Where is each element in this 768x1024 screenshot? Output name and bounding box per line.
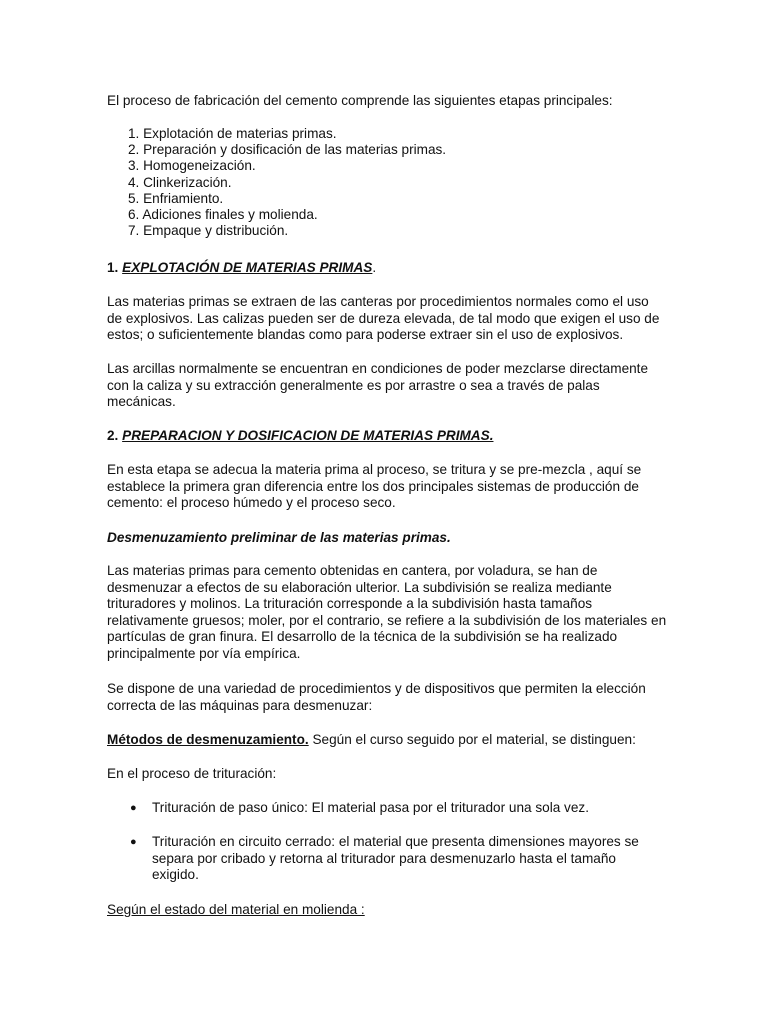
list-item xyxy=(128,834,658,884)
list-item: 6. Adiciones finales y molienda. xyxy=(128,206,318,222)
section2-heading xyxy=(107,428,667,445)
section1-title: EXPLOTACIÓN DE MATERIAS PRIMAS xyxy=(122,260,373,275)
list-item: 2. Preparación y dosificación de las materias primas. xyxy=(128,142,447,158)
section2-paragraph: En esta etapa se adecua la materia prima al proceso, se tritura y se pre-mezcla , aquí se establece la primera gran diferencia entre los dos principales sistemas de producción de cemento: el proceso húmedo y el proceso seco. xyxy=(107,462,642,510)
list-item xyxy=(128,800,658,817)
section2-title: PREPARACION Y DOSIFICACION DE MATERIAS PRIMAS. xyxy=(122,428,494,443)
desmenuzamiento-subheading: Desmenuzamiento preliminar de las materias primas. xyxy=(107,530,451,545)
metodos-text: Según el curso seguido por el material, se distinguen: xyxy=(308,732,636,747)
list-item: 4. Clinkerización. xyxy=(128,174,232,190)
trituracion-bullet-list xyxy=(128,800,658,817)
list-item: 7. Empaque y distribución. xyxy=(128,223,289,239)
trituracion-intro: En el proceso de trituración: xyxy=(107,766,277,781)
list-item: 5. Enfriamiento. xyxy=(128,190,224,206)
section1-number: 1. xyxy=(107,260,123,275)
desmenuzamiento-paragraph-1: Las materias primas para cemento obtenidas en cantera, por voladura, se han de desmenuzar a efectos de su elaboración ulterior. La subdivisión se realiza mediante trituradores y molinos. La trituración corresponde a la subdivisión hasta tamaños relativamente gruesos; moler, por el contrario, se refiere a la subdivisión de los materiales en partículas de gran finura. El desarrollo de la técnica de la subdivisión se ha realizado principalmente por vía empírica. xyxy=(107,563,667,661)
steps-list xyxy=(128,126,446,239)
section1-heading xyxy=(107,260,667,277)
metodos-paragraph xyxy=(107,732,667,749)
molienda-heading: Según el estado del material en molienda : xyxy=(107,902,365,917)
bullet-text: Trituración en circuito cerrado: el material que presenta dimensiones mayores se separa por cribado y retorna al triturador para desmenuzarlo hasta el tamaño exigido. xyxy=(152,834,639,882)
bullet-icon: ● xyxy=(130,836,137,848)
desmenuzamiento-paragraph-2: Se dispone de una variedad de procedimientos y de dispositivos que permiten la elección correcta de las máquinas para desmenuzar: xyxy=(107,681,646,713)
list-item: 1. Explotación de materias primas. xyxy=(128,126,337,141)
bullet-icon: ● xyxy=(130,802,137,814)
bullet-text: Trituración de paso único: El material pasa por el triturador una sola vez. xyxy=(152,800,589,815)
intro-paragraph: El proceso de fabricación del cemento comprende las siguientes etapas principales: xyxy=(107,93,613,108)
section1-paragraph-2: Las arcillas normalmente se encuentran en condiciones de poder mezclarse directamente con la caliza y su extracción generalmente es por arrastre o sea a través de palas mecánicas. xyxy=(107,361,649,409)
metodos-title: Métodos de desmenuzamiento. xyxy=(107,732,309,747)
section1-trail: . xyxy=(372,260,377,275)
section2-number: 2. xyxy=(107,428,123,443)
section1-paragraph-1: Las materias primas se extraen de las canteras por procedimientos normales como el uso de explosivos. Las calizas pueden ser de dureza elevada, de tal modo que exigen el uso de estos; o suficientemente blandas como para poderse extraer sin el uso de explosivos. xyxy=(107,294,660,342)
list-item: 3. Homogeneización. xyxy=(128,158,256,174)
trituracion-bullet-list-2 xyxy=(128,834,658,884)
